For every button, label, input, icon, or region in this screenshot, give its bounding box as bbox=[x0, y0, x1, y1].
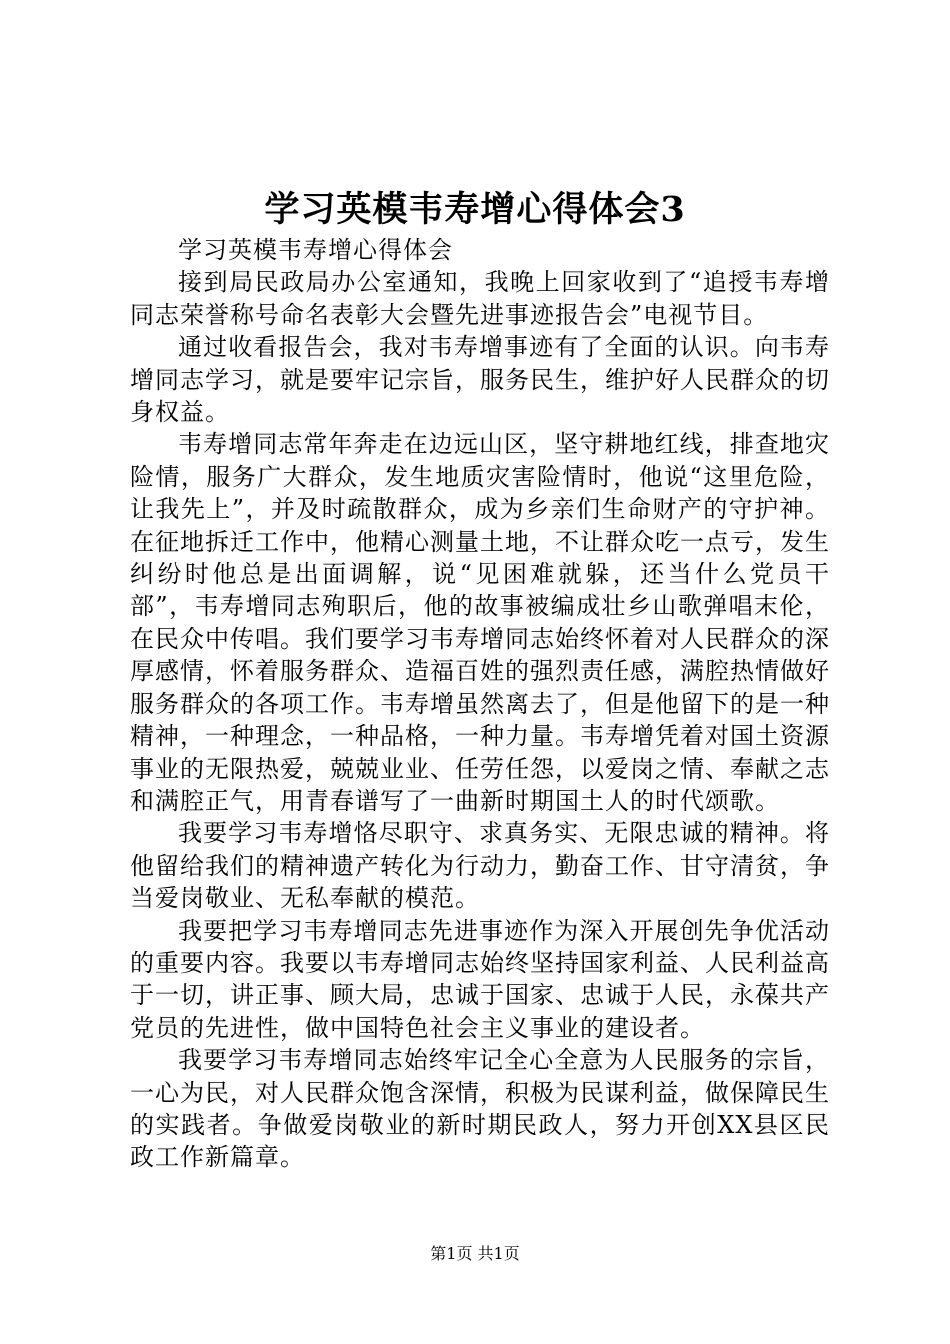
paragraph: 韦寿增同志常年奔走在边远山区，坚守耕地红线，排查地灾险情，服务广大群众，发生地质灾害险情时，他说“这里危险，让我先上”，并及时疏散群众，成为乡亲们生命财产的守护神。在征地拆迁工作中，他精心测量土地，不让群众吃一点亏，发生纠纷时他总是出面调解，说“见困难就躲，还当什么党员干部”，韦寿增同志殉职后，他的故事被编成壮乡山歌弹唱末伦，在民众中传唱。我们要学习韦寿增同志始终怀着对人民群众的深厚感情，怀着服务群众、造福百姓的强烈责任感，满腔热情做好服务群众的各项工作。韦寿增虽然离去了，但是他留下的是一种精神，一种理念，一种品格，一种力量。韦寿增凭着对国土资源事业的无限热爱，兢兢业业、任劳任怨，以爱岗之情、奉献之志和满腔正气，用青春谱写了一曲新时期国土人的时代颂歌。 bbox=[130, 430, 830, 815]
document-title: 学习英模韦寿增心得体会3 bbox=[264, 189, 686, 230]
page-footer: 第1页 共1页 bbox=[430, 1244, 520, 1263]
document-subtitle: 学习英模韦寿增心得体会 bbox=[178, 236, 453, 264]
document-body bbox=[130, 234, 830, 1174]
paragraph: 我要学习韦寿增同志始终牢记全心全意为人民服务的宗旨，一心为民，对人民群众饱含深情，积极为民谋利益，做保障民生的实践者。争做爱岗敬业的新时期民政人，努力开创XX县区民政工作新篇章。 bbox=[130, 1046, 830, 1172]
paragraph: 我要学习韦寿增恪尽职守、求真务实、无限忠诚的精神。将他留给我们的精神遗产转化为行动力，勤奋工作、甘守清贫，争当爱岗敬业、无私奉献的模范。 bbox=[130, 819, 830, 913]
paragraph: 接到局民政局办公室通知，我晚上回家收到了“追授韦寿增同志荣誉称号命名表彰大会暨先进事迹报告会”电视节目。 bbox=[130, 268, 830, 329]
paragraph: 我要把学习韦寿增同志先进事迹作为深入开展创先争优活动的重要内容。我要以韦寿增同志始终坚持国家利益、人民利益高于一切，讲正事、顾大局，忠诚于国家、忠诚于人民，永葆共产党员的先进性，做中国特色社会主义事业的建设者。 bbox=[130, 916, 830, 1042]
paragraph: 通过收看报告会，我对韦寿增事迹有了全面的认识。向韦寿增同志学习，就是要牢记宗旨，服务民生，维护好人民群众的切身权益。 bbox=[130, 333, 830, 427]
